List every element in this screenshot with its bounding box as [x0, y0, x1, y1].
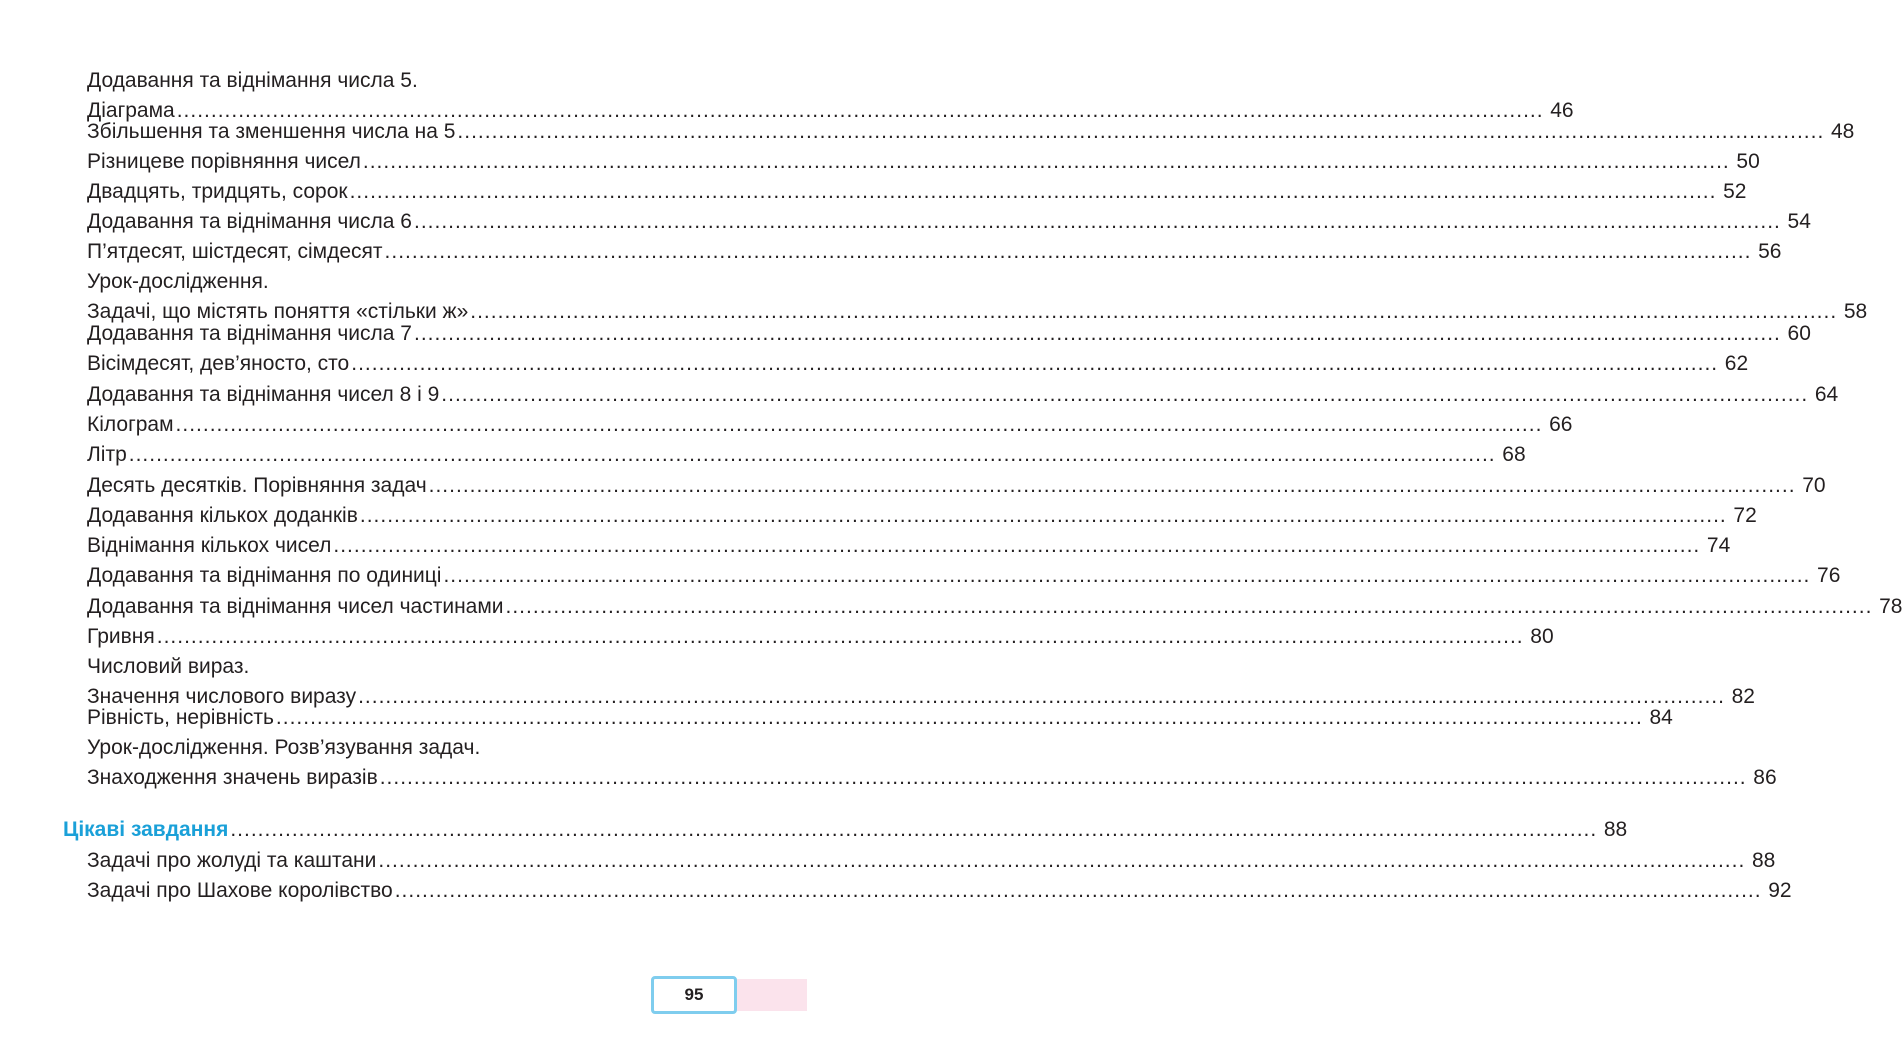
toc-entry-page: 70 [1802, 474, 1826, 497]
toc-entry-first-line: Урок-дослідження. [87, 270, 269, 293]
section-title: Цікаві завдання [63, 818, 229, 841]
toc-entry[interactable] [87, 622, 1554, 652]
toc-entry[interactable] [87, 531, 1731, 561]
section-page: 88 [1603, 818, 1628, 841]
toc-entry-title: Задачі, що містять поняття «стільки ж» [87, 300, 469, 323]
toc-entry-title: Задачі про жолуді та каштани [87, 849, 377, 872]
toc-entry[interactable] [87, 319, 1811, 349]
toc-entry-page: 48 [1830, 120, 1855, 143]
toc-entry-page: 56 [1758, 240, 1782, 263]
toc-entry-title: Додавання та віднімання чисел 8 і 9 [87, 383, 440, 406]
toc-entry-title: Різницеве порівняння чисел [87, 150, 361, 173]
toc-entry[interactable] [87, 410, 1573, 440]
toc-entry-page: 50 [1736, 150, 1760, 173]
toc-entry-page: 88 [1751, 849, 1776, 872]
toc-entry-title: Значення числового виразу [87, 685, 357, 708]
toc-entry-page: 92 [1768, 879, 1792, 902]
toc-entry[interactable] [87, 237, 1782, 267]
toc-entry-page: 80 [1530, 625, 1554, 648]
toc-entry[interactable] [87, 380, 1839, 410]
toc-entry-title: Додавання та віднімання по одиниці [87, 564, 442, 587]
toc-section-heading[interactable] [63, 815, 1628, 845]
toc-entry[interactable] [87, 440, 1526, 470]
toc-entry-page: 58 [1843, 300, 1868, 323]
toc-entry-page: 54 [1787, 210, 1811, 233]
leader-dots: ........................................................................................................................................................................................................ [351, 352, 1719, 375]
page-number-tab [651, 976, 737, 1014]
leader-dots: ........................................................................................................................................................................................................ [443, 564, 1811, 587]
leader-dots: ........................................................................................................................................................................................................ [156, 625, 1524, 648]
toc-entry[interactable] [87, 177, 1747, 207]
toc-entry-title: П’ятдесят, шістдесят, сімдесят [87, 240, 383, 263]
toc-entry-title: Віднімання кількох чисел [87, 534, 332, 557]
leader-dots: ........................................................................................................................................................................................................ [176, 99, 1544, 122]
leader-dots: ........................................................................................................................................................................................................ [275, 706, 1643, 729]
toc-entry-page: 84 [1649, 706, 1673, 729]
toc-entry-title: Вісімдесят, дев’яносто, сто [87, 352, 350, 375]
toc-entry-title: Додавання кількох доданків [87, 504, 358, 527]
toc-entry[interactable] [87, 846, 1776, 876]
toc-entry-title: Літр [87, 443, 127, 466]
leader-dots: ........................................................................................................................................................................................................ [457, 120, 1825, 143]
toc-entry-page: 66 [1549, 413, 1573, 436]
leader-dots: ........................................................................................................................................................................................................ [359, 504, 1727, 527]
leader-dots: ........................................................................................................................................................................................................ [349, 180, 1717, 203]
toc-entry-page: 72 [1733, 504, 1757, 527]
toc-entry-page: 78 [1879, 595, 1902, 618]
leader-dots: ........................................................................................................................................................................................................ [175, 413, 1543, 436]
toc-entry-title: Рівність, нерівність [87, 706, 274, 729]
toc-entry[interactable] [87, 876, 1792, 906]
leader-dots: ........................................................................................................................................................................................................ [230, 818, 1598, 841]
toc-entry-title: Задачі про Шахове королівство [87, 879, 393, 902]
leader-dots: ........................................................................................................................................................................................................ [470, 300, 1838, 323]
toc-entry[interactable] [87, 501, 1757, 531]
leader-dots: ........................................................................................................................................................................................................ [358, 685, 1725, 708]
leader-dots: ........................................................................................................................................................................................................ [333, 534, 1701, 557]
toc-entry-page: 64 [1814, 383, 1839, 406]
toc-entry-title: Збільшення та зменшення числа на 5 [87, 120, 456, 143]
leader-dots: ........................................................................................................................................................................................................ [128, 443, 1496, 466]
toc-entry-page: 86 [1753, 766, 1777, 789]
toc-entry[interactable] [87, 267, 1868, 327]
toc-entry[interactable] [87, 147, 1760, 177]
page-edge-strip [737, 979, 807, 1011]
toc-entry-title: Знаходження значень виразів [87, 766, 378, 789]
toc-entry-title: Додавання та віднімання числа 7 [87, 322, 412, 345]
toc-entry[interactable] [87, 733, 1777, 793]
leader-dots: ........................................................................................................................................................................................................ [362, 150, 1730, 173]
leader-dots: ........................................................................................................................................................................................................ [378, 849, 1746, 872]
toc-entry-page: 52 [1723, 180, 1747, 203]
toc-entry-title: Двадцять, тридцять, сорок [87, 180, 348, 203]
toc-entry[interactable] [87, 592, 1902, 622]
toc-entry-first-line: Додавання та віднімання числа 5. [87, 69, 418, 92]
toc-entry[interactable] [87, 703, 1673, 733]
leader-dots: ........................................................................................................................................................................................................ [505, 595, 1873, 618]
toc-entry[interactable] [87, 349, 1749, 379]
toc-entry-page: 74 [1706, 534, 1731, 557]
leader-dots: ........................................................................................................................................................................................................ [413, 210, 1781, 233]
toc-entry-title: Додавання та віднімання чисел частинами [87, 595, 504, 618]
toc-entry-first-line: Числовий вираз. [87, 655, 250, 678]
toc-entry-title: Діаграма [87, 99, 175, 122]
toc-entry-page: 68 [1502, 443, 1526, 466]
leader-dots: ........................................................................................................................................................................................................ [413, 322, 1781, 345]
toc-entry-first-line: Урок-дослідження. Розв’язування задач. [87, 736, 481, 759]
leader-dots: ........................................................................................................................................................................................................ [441, 383, 1809, 406]
toc-entry-title: Додавання та віднімання числа 6 [87, 210, 412, 233]
toc-entry-page: 60 [1787, 322, 1811, 345]
toc-entry-page: 62 [1724, 352, 1749, 375]
toc-entry-page: 82 [1731, 685, 1755, 708]
page-number: 95 [684, 985, 704, 1004]
toc-entry[interactable] [87, 561, 1841, 591]
toc-entry-page: 46 [1550, 99, 1574, 122]
toc-entry[interactable] [87, 471, 1826, 501]
toc-entry-title: Кілограм [87, 413, 174, 436]
leader-dots: ........................................................................................................................................................................................................ [428, 474, 1796, 497]
toc-entry-title: Гривня [87, 625, 155, 648]
toc-entry[interactable] [87, 117, 1855, 147]
leader-dots: ........................................................................................................................................................................................................ [379, 766, 1747, 789]
toc-entry[interactable] [87, 207, 1811, 237]
leader-dots: ........................................................................................................................................................................................................ [394, 879, 1762, 902]
leader-dots: ........................................................................................................................................................................................................ [384, 240, 1752, 263]
toc-entry-title: Десять десятків. Порівняння задач [87, 474, 427, 497]
toc-entry-page: 76 [1817, 564, 1841, 587]
